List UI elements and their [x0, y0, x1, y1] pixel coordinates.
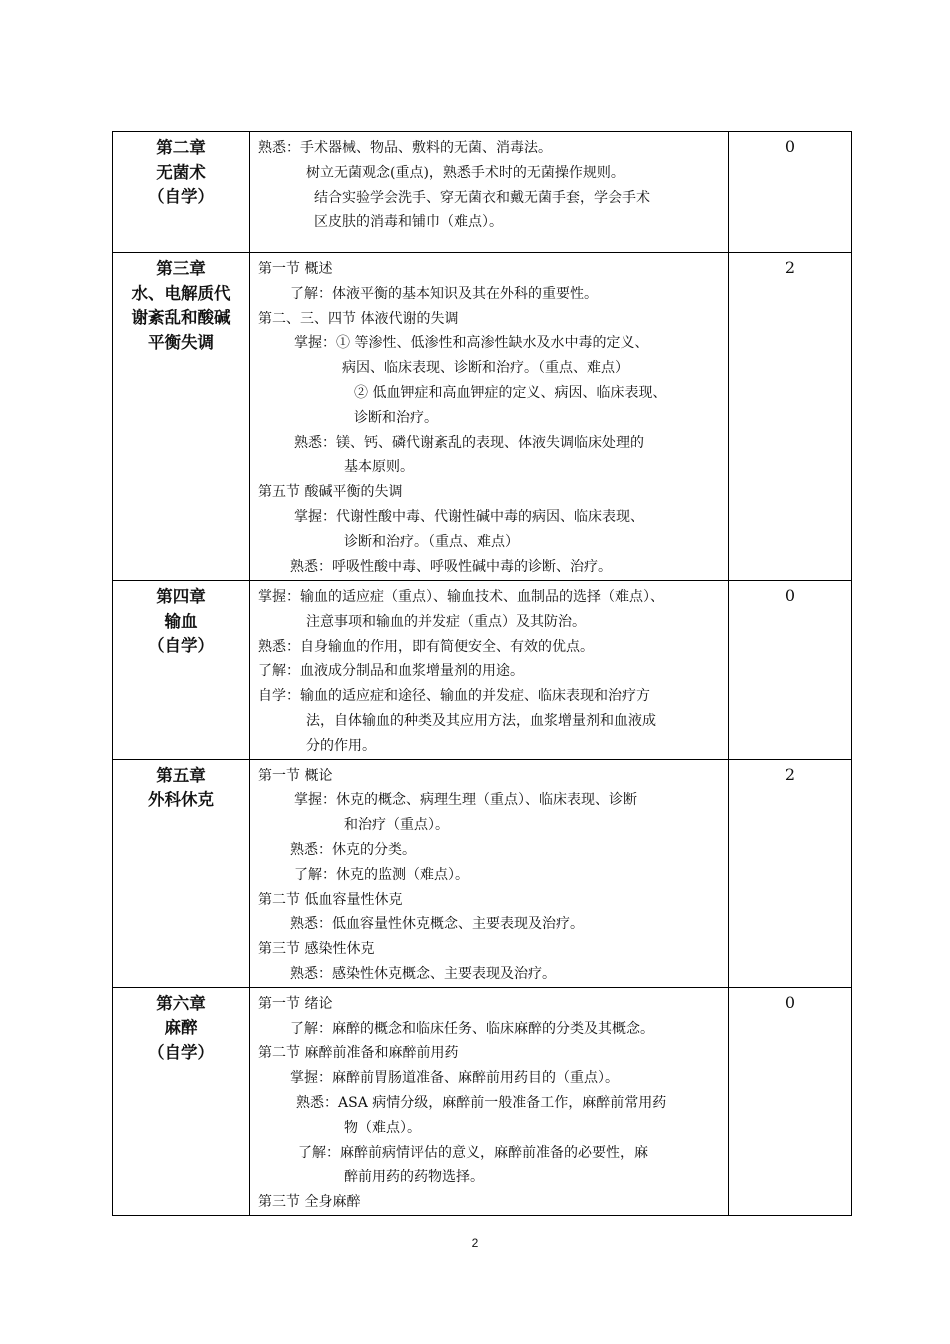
content-line: 基本原则。 [344, 459, 414, 476]
content-line: 掌握：① 等渗性、低渗性和高渗性缺水及水中毒的定义、 [294, 335, 649, 352]
chapter-title-line: 平衡失调 [148, 332, 214, 352]
content-line: 和治疗（重点）。 [344, 817, 449, 834]
content-line: 第二节 麻醉前准备和麻醉前用药 [258, 1045, 459, 1062]
chapter-content-cell [250, 132, 729, 253]
content-line: 第二节 低血容量性休克 [258, 891, 403, 908]
content-line: 熟悉：低血容量性休克概念、主要表现及治疗。 [290, 916, 584, 933]
chapter-row [113, 759, 852, 987]
class-hours-value: 2 [784, 764, 796, 784]
chapter-content-cell [250, 759, 729, 987]
chapter-content-cell [250, 581, 729, 760]
class-hours-cell [729, 987, 852, 1215]
chapter-title-cell [113, 132, 250, 253]
content-line: 诊断和治疗。（重点、难点） [344, 533, 519, 550]
chapter-title-line: 麻醉 [164, 1018, 198, 1038]
content-line: 掌握：麻醉前胃肠道准备、麻醉前用药目的（重点）。 [290, 1070, 619, 1087]
content-line: 第一节 绪论 [258, 995, 333, 1012]
content-line: 第三节 感染性休克 [258, 941, 375, 958]
chapter-title-line: 第四章 [156, 587, 206, 606]
chapter-title-line: 第五章 [156, 765, 206, 785]
content-line: 了解：休克的监测（难点）。 [294, 866, 469, 883]
content-line: 病因、临床表现、诊断和治疗。（重点、难点） [342, 360, 629, 377]
content-line: 了解：麻醉的概念和临床任务、临床麻醉的分类及其概念。 [290, 1020, 654, 1037]
class-hours-cell [729, 581, 852, 760]
content-line: 熟悉：ASA 病情分级，麻醉前一般准备工作，麻醉前常用药 [296, 1094, 667, 1111]
chapter-title-line: 无菌术 [156, 162, 206, 182]
content-line: 第三节 全身麻醉 [258, 1194, 361, 1211]
content-line: 法，自体输血的种类及其应用方法，血浆增量剂和血液成 [306, 712, 656, 729]
chapter-title-line: 谢紊乱和酸碱 [131, 308, 231, 327]
chapter-title-line: （自学） [148, 636, 214, 655]
class-hours-value: 0 [784, 137, 796, 156]
content-line: 了解：体液平衡的基本知识及其在外科的重要性。 [290, 285, 598, 302]
class-hours-cell [729, 132, 852, 253]
chapter-row [113, 581, 852, 760]
class-hours-value: 0 [784, 586, 796, 605]
chapter-content-cell [250, 253, 729, 581]
chapter-title-cell [113, 759, 250, 987]
content-line: 物（难点）。 [344, 1119, 421, 1136]
content-line: 区皮肤的消毒和铺巾（难点）。 [314, 214, 503, 231]
chapter-title-cell [113, 253, 250, 581]
chapter-row [113, 132, 852, 253]
chapter-title-cell [113, 987, 250, 1215]
content-line: 掌握：代谢性酸中毒、代谢性碱中毒的病因、临床表现、 [294, 508, 644, 525]
chapter-row [113, 253, 852, 581]
chapter-row [113, 987, 852, 1215]
content-line: 自学：输血的适应症和途径、输血的并发症、临床表现和治疗方 [258, 688, 650, 705]
class-hours-cell [729, 759, 852, 987]
content-line: 熟悉：感染性休克概念、主要表现及治疗。 [290, 965, 556, 982]
content-line: 第一节 概述 [258, 261, 333, 277]
content-line: 了解：麻醉前病情评估的意义，麻醉前准备的必要性，麻 [298, 1144, 648, 1161]
syllabus-table [112, 131, 852, 1216]
content-line: 醉前用药的药物选择。 [344, 1169, 484, 1186]
chapter-title-line: 第六章 [156, 993, 206, 1013]
chapter-title-cell [113, 581, 250, 760]
chapter-title-line: （自学） [148, 1042, 214, 1062]
chapter-title-line: 外科休克 [148, 790, 214, 810]
content-line: 熟悉：呼吸性酸中毒、呼吸性碱中毒的诊断、治疗。 [290, 558, 612, 575]
content-line: ② 低血钾症和高血钾症的定义、病因、临床表现、 [354, 384, 667, 401]
content-line: 掌握：休克的概念、病理生理（重点）、临床表现、诊断 [294, 792, 637, 809]
content-line: 熟悉：休克的分类。 [290, 841, 416, 858]
chapter-title-line: 第三章 [156, 259, 206, 278]
page-number: 2 [471, 1236, 479, 1250]
content-line: 诊断和治疗。 [354, 409, 438, 426]
class-hours-value: 2 [784, 258, 796, 277]
content-line: 第五节 酸碱平衡的失调 [258, 484, 403, 501]
chapter-title-line: 第二章 [156, 138, 206, 157]
content-line: 掌握：输血的适应症（重点）、输血技术、血制品的选择（难点）、 [258, 589, 664, 605]
content-line: 树立无菌观念(重点)，熟悉手术时的无菌操作规则。 [306, 164, 625, 181]
chapter-title-line: （自学） [148, 187, 214, 206]
content-line: 第一节 概论 [258, 767, 333, 784]
content-line: 分的作用。 [306, 737, 376, 754]
content-line: 第二、三、四节 体液代谢的失调 [258, 310, 459, 327]
class-hours-value: 0 [784, 992, 796, 1012]
class-hours-cell [729, 253, 852, 581]
chapter-content-cell [250, 987, 729, 1215]
content-line: 熟悉：自身输血的作用，即有简便安全、有效的优点。 [258, 638, 594, 655]
content-line: 熟悉：镁、钙、磷代谢紊乱的表现、体液失调临床处理的 [294, 434, 644, 451]
content-line: 结合实验学会洗手、穿无菌衣和戴无菌手套，学会手术 [314, 189, 650, 206]
content-line: 注意事项和输血的并发症（重点）及其防治。 [306, 613, 586, 630]
content-line: 熟悉：手术器械、物品、敷料的无菌、消毒法。 [258, 140, 552, 156]
chapter-title-line: 输血 [164, 611, 198, 631]
content-line: 了解：血液成分制品和血浆增量剂的用途。 [258, 663, 524, 680]
syllabus-table-body [113, 132, 852, 1216]
chapter-title-line: 水、电解质代 [131, 283, 231, 303]
